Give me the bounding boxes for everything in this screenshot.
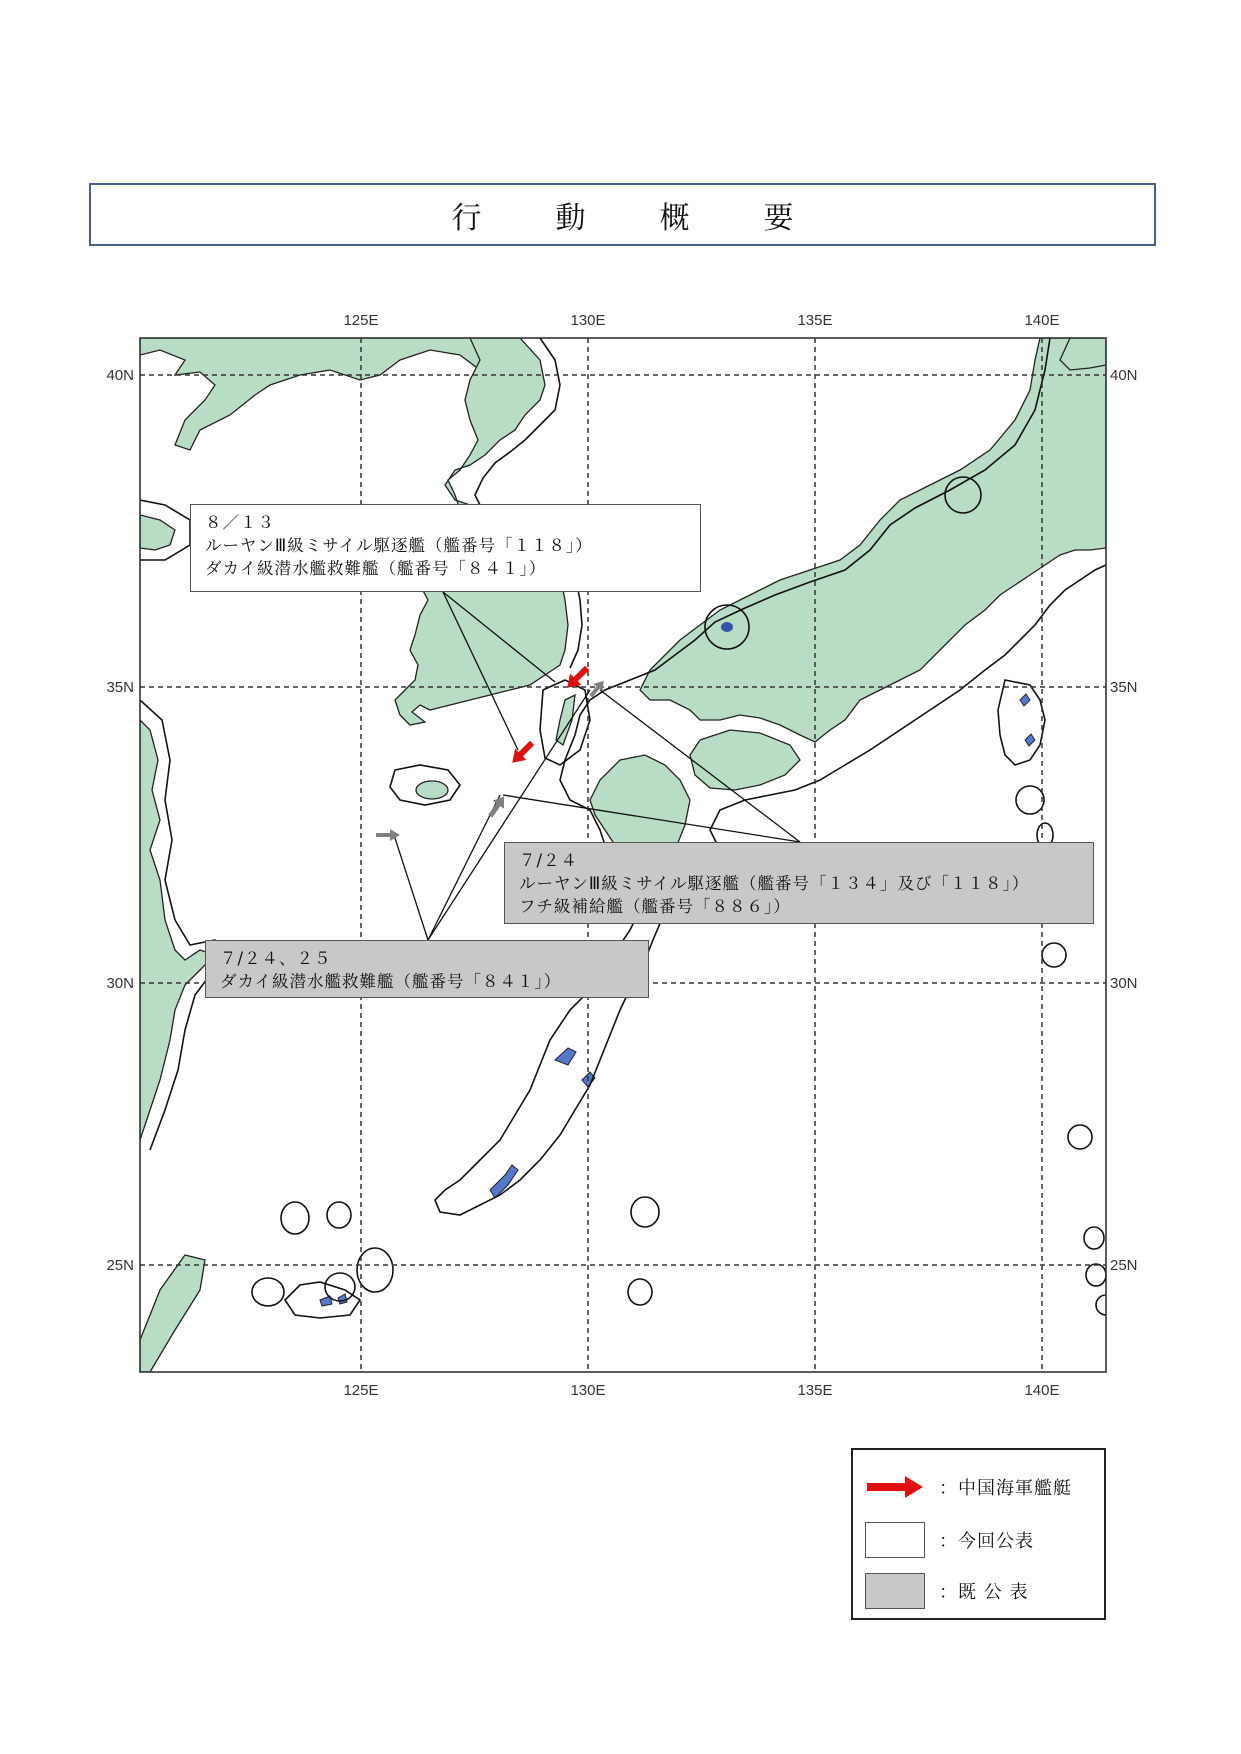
lon-label-top-140: 140E (1024, 312, 1060, 329)
callout-aug13-date: ８／１３ (205, 513, 275, 532)
lon-label-bottom-140: 140E (1024, 1382, 1060, 1399)
lat-label-right-30: 30N (1110, 975, 1138, 992)
legend-item-red-arrow (865, 1474, 1072, 1500)
lat-label-left-25: 25N (106, 1257, 134, 1274)
legend-item-current (865, 1522, 1034, 1558)
callout-jul24-25-date: ７/２４、２５ (220, 949, 332, 968)
land-oki (721, 622, 733, 632)
lon-label-bottom-135: 135E (797, 1382, 833, 1399)
page-title: 行 動 概 要 (451, 200, 816, 236)
callout-jul24-date: ７/２４ (519, 851, 579, 870)
callout-jul24-25 (205, 940, 649, 998)
lon-label-top-135: 135E (797, 312, 833, 329)
gray-box-swatch (865, 1573, 925, 1609)
lat-label-left-35: 35N (106, 679, 134, 696)
lat-label-right-40: 40N (1110, 367, 1138, 384)
lon-label-top-125: 125E (343, 312, 379, 329)
callout-jul24 (504, 842, 1094, 924)
callout-aug13-line2: ダカイ級潜水艦救難艦（艦番号「８４１」） (205, 559, 547, 578)
red-arrow-icon (865, 1475, 925, 1499)
legend-label-chinese-navy: ：中国海軍艦艇 (939, 1478, 1072, 1499)
callout-jul24-25-line1: ダカイ級潜水艦救難艦（艦番号「８４１」） (220, 972, 562, 991)
callout-jul24-line2: フチ級補給艦（艦番号「８８６」） (519, 897, 791, 916)
callout-aug13 (190, 504, 701, 592)
lat-label-right-35: 35N (1110, 679, 1138, 696)
lon-label-bottom-130: 130E (570, 1382, 606, 1399)
lon-label-top-130: 130E (570, 312, 606, 329)
legend (851, 1448, 1106, 1620)
legend-item-past (865, 1573, 1028, 1609)
legend-label-past: ：既 公 表 (939, 1582, 1029, 1603)
land-jeju (416, 781, 448, 799)
white-box-swatch (865, 1522, 925, 1558)
callout-jul24-line1: ルーヤンⅢ級ミサイル駆逐艦（艦番号「１３４」及び「１１８」） (519, 874, 1030, 893)
lat-label-right-25: 25N (1110, 1257, 1138, 1274)
lat-label-left-40: 40N (106, 367, 134, 384)
lat-label-left-30: 30N (106, 975, 134, 992)
lon-label-bottom-125: 125E (343, 1382, 379, 1399)
legend-label-current: ：今回公表 (939, 1531, 1034, 1552)
callout-aug13-line1: ルーヤンⅢ級ミサイル駆逐艦（艦番号「１１８」） (205, 536, 593, 555)
